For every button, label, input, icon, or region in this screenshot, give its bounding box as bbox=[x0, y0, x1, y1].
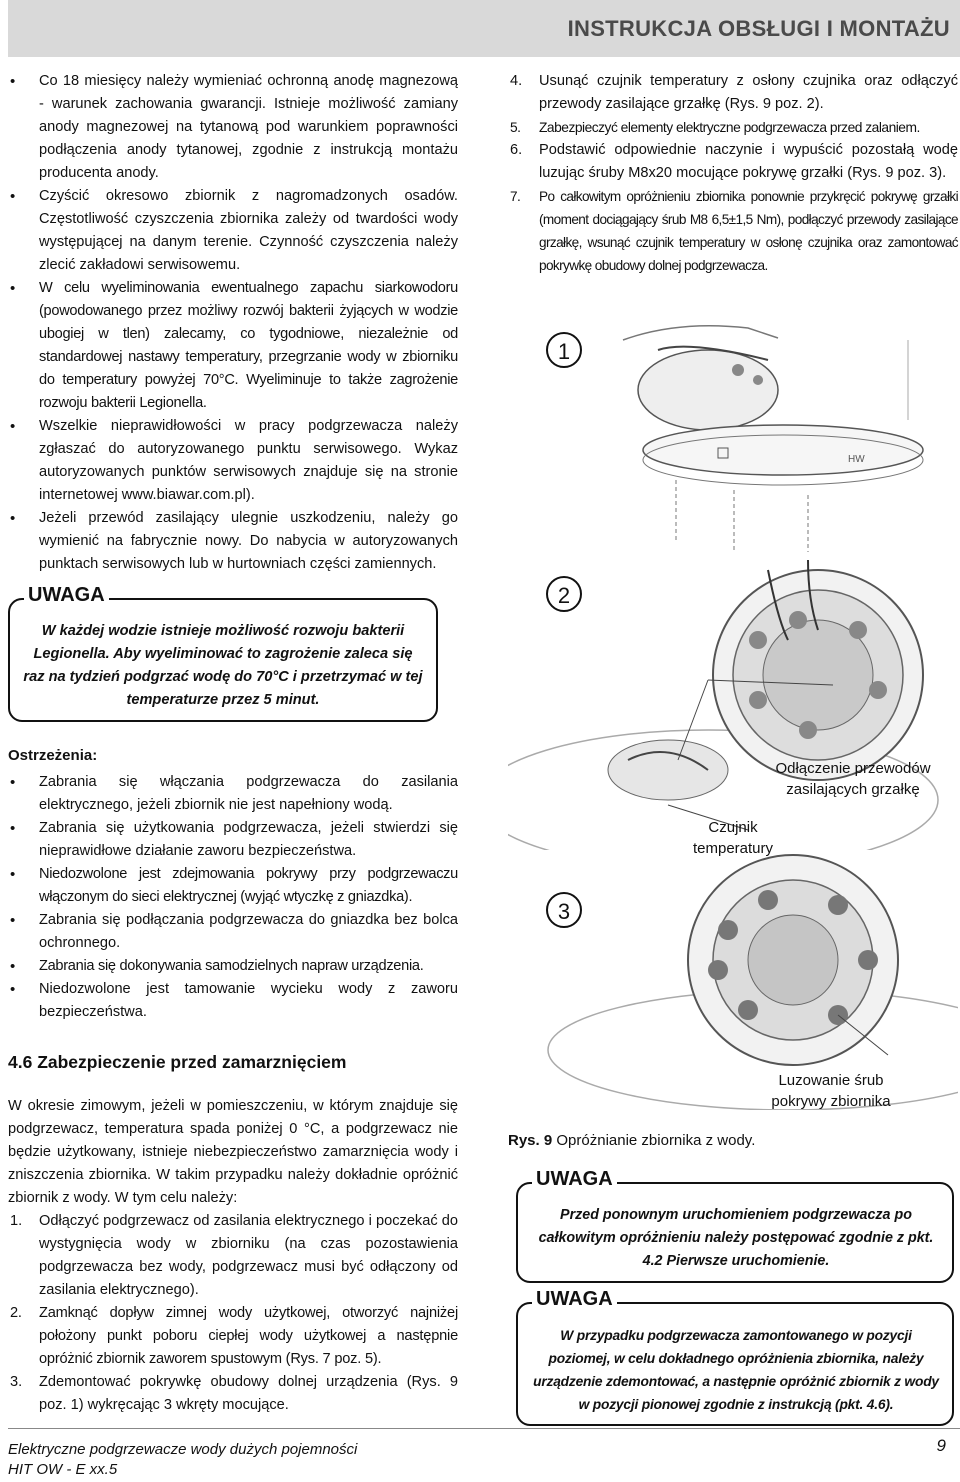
uwaga-label: UWAGA bbox=[532, 1168, 617, 1191]
callout-temperature-sensor: Czujnik temperatury bbox=[692, 819, 774, 857]
step-item bbox=[8, 1302, 458, 1371]
uwaga-border bbox=[8, 598, 438, 722]
step-item bbox=[508, 116, 958, 139]
step-text: Podstawić odpowiednie naczynie i wypuścić pozostałą wodę luzując śruby M8x20 mocujące pokrywę grzałki (Rys. 9 poz. 3). bbox=[539, 142, 958, 181]
warning-item: • Niedozwolone jest tamowanie wycieku wody z zaworu bezpieczeństwa. bbox=[8, 978, 458, 1024]
callout-loosen-bolts: Luzowanie śrub pokrywy zbiornika bbox=[771, 1072, 891, 1110]
step-text: Zamknąć dopływ zimnej wody użytkowej, otworzyć najniżej położony punkt poboru ciepłej wody użytkowej a następnie opróżnić zbiornik zaworem spustowym (Rys. 7 poz. 5). bbox=[39, 1305, 458, 1367]
step-number: 2. bbox=[10, 1305, 22, 1321]
step-number: 4. bbox=[510, 73, 523, 89]
uwaga-horizontal-box bbox=[516, 1288, 956, 1426]
uwaga-border bbox=[516, 1182, 954, 1283]
footer-line-2: HIT OW - E xx.5 bbox=[8, 1461, 118, 1478]
warnings-list bbox=[8, 771, 458, 1024]
warning-item: • Zabrania się podłączania podgrzewacza do gniazdka bez bolca ochronnego. bbox=[8, 909, 458, 955]
page-number: 9 bbox=[936, 1436, 946, 1455]
right-steps-list bbox=[508, 70, 958, 277]
footer-divider bbox=[8, 1428, 960, 1429]
step-text: Zabezpieczyć elementy elektryczne podgrzewacza przed zalaniem. bbox=[539, 120, 920, 135]
step-text: Po całkowitym opróżnieniu zbiornika ponownie przykręcić pokrywę grzałki (moment dociągający śrub M8 6,5±1,5 Nm), podłączyć przewody zasilające grzałkę, wsunąć czujnik temperatury w osłonę czujnika oraz zamontować pokrywkę obudowy dolnej podgrzewacza. bbox=[539, 189, 958, 273]
step-item bbox=[508, 139, 958, 185]
heater-flange-wires-illustration bbox=[508, 560, 958, 850]
step-number: 5. bbox=[510, 120, 521, 135]
warning-item: • Zabrania się użytkowania podgrzewacza, jeżeli stwierdzi się nieprawidłowe działanie zaworu bezpieczeństwa. bbox=[8, 817, 458, 863]
left-column bbox=[8, 70, 458, 1417]
uwaga-text: Przed ponownym uruchomieniem podgrzewacza po całkowitym opróżnieniu należy postępować zgodnie z pkt. 4.2 Pierwsze uruchomienie. bbox=[538, 1207, 934, 1269]
page-header bbox=[8, 0, 960, 57]
list-item: • Co 18 miesięcy należy wymieniać ochronną anodę magnezową - warunek zachowania gwarancji. Istnieje możliwość zamiany anody magnezowej na tytanową pod warunkiem poprawności podłączenia anody tytanowej, zgodnie z instrukcją montażu producenta anody. bbox=[8, 70, 458, 185]
step-number: 3. bbox=[10, 1374, 23, 1390]
footer-line-1: Elektryczne podgrzewacze wody dużych pojemności bbox=[8, 1441, 358, 1458]
warnings-section bbox=[8, 744, 458, 1024]
header-title: INSTRUKCJA OBSŁUGI I MONTAŻU bbox=[567, 16, 950, 41]
step-item bbox=[8, 1371, 458, 1417]
step-item bbox=[508, 185, 958, 277]
uwaga-legionella-box bbox=[8, 584, 448, 722]
step-number: 6. bbox=[510, 142, 523, 158]
right-column bbox=[508, 70, 958, 277]
figure-caption bbox=[508, 1132, 755, 1149]
callout-disconnect-wires: Odłączenie przewodów zasilających grzałkę bbox=[775, 760, 931, 798]
uwaga-text: W przypadku podgrzewacza zamontowanego w pozycji poziomej, w celu dokładnego opróżnienia zbiornika, należy urządzenie zdemontować, a następnie opróżnić zbiornik z wody w pozycji pionowej zgodnie z instrukcją (pkt. 4.6). bbox=[533, 1328, 939, 1412]
footer-product bbox=[8, 1440, 357, 1480]
maintenance-list bbox=[8, 70, 458, 576]
section-intro: W okresie zimowym, jeżeli w pomieszczeniu, w którym znajduje się podgrzewacz, temperatura spada poniżej 0 °C, a podgrzewacz nie będzie użytkowany, istnieje niebezpieczeństwo zamarznięcia wody i zniszczenia zbiornika. W takim przypadku należy dokładnie opróżnić zbiornik z wody. W tym celu należy: bbox=[8, 1098, 458, 1206]
warning-item: • Zabrania się włączania podgrzewacza do zasilania elektrycznego, jeżeli zbiornik nie jest napełniony wodą. bbox=[8, 771, 458, 817]
warning-item: • Niedozwolone jest zdejmowania pokrywy przy podgrzewaczu włączonym do sieci elektrycznej (wyjąć wtyczkę z gniazdka). bbox=[8, 863, 458, 909]
step-text: Zdemontować pokrywkę obudowy dolnej urządzenia (Rys. 9 poz. 1) wykręcając 3 wkręty mocujące. bbox=[39, 1374, 458, 1413]
uwaga-border bbox=[516, 1302, 954, 1426]
uwaga-label: UWAGA bbox=[24, 584, 109, 607]
list-item: • Jeżeli przewód zasilający ulegnie uszkodzeniu, należy go wymienić na fabrycznie nowy. Do nabycia w autoryzowanych punktach serwisowych lub w hurtowniach części zamiennych. bbox=[8, 507, 458, 576]
warning-item: • Zabrania się dokonywania samodzielnych napraw urządzenia. bbox=[8, 955, 458, 978]
svg-text:HW: HW bbox=[848, 454, 865, 465]
figure-marker-3: 3 bbox=[546, 892, 582, 928]
step-number: 7. bbox=[510, 189, 521, 204]
list-item: • Czyścić okresowo zbiornik z nagromadzonych osadów. Częstotliwość czyszczenia zbiornika zależy od twardości wody występującej na danym terenie. Czynność czyszczenia należy zlecić zakładowi serwisowemu. bbox=[8, 185, 458, 277]
steps-list bbox=[8, 1210, 458, 1417]
list-item: • W celu wyeliminowania ewentualnego zapachu siarkowodoru (powodowanego przez możliwy rozwój bakterii żyjących w wodzie ubogiej w tlen) zalecamy, co tygodniowe, niezależnie od standardowej nastawy temperatury, przegrzanie wody w zbiorniku do temperatury powyżej 70°C. Wyeliminuje to także zagrożenie rozwoju bakterii Legionella. bbox=[8, 277, 458, 415]
uwaga-label: UWAGA bbox=[532, 1288, 617, 1311]
section-4-6 bbox=[8, 1052, 458, 1417]
figure-marker-2: 2 bbox=[546, 576, 582, 612]
list-item: • Wszelkie nieprawidłowości w pracy podgrzewacza należy zgłaszać do autoryzowanego punktu serwisowego. Wykaz autoryzowanych punktów serwisowych znajduje się na stronie internetowej www.biawar.com.pl). bbox=[8, 415, 458, 507]
step-text: Odłączyć podgrzewacz od zasilania elektrycznego i poczekać do wystygnięcia wody w zbiorniku (na czas pozostawienia podgrzewacza bez wody, podgrzewacz musi być odłączony od zasilania elektrycznego). bbox=[39, 1213, 458, 1298]
uwaga-text: W każdej wodzie istnieje możliwość rozwoju bakterii Legionella. Aby wyeliminować to zagrożenie zaleca się raz na tydzień podgrzać wodę do 70°C i przetrzymać w tej temperaturze przez 5 minut. bbox=[23, 623, 423, 708]
step-text: Usunąć czujnik temperatury z osłony czujnika oraz odłączyć przewody zasilające grzałkę (Rys. 9 poz. 2). bbox=[539, 73, 958, 112]
step-number: 1. bbox=[10, 1213, 23, 1229]
warnings-title: Ostrzeżenia: bbox=[8, 747, 98, 764]
figure-caption-text: Opróżnianie zbiornika z wody. bbox=[556, 1132, 756, 1149]
step-item bbox=[8, 1210, 458, 1302]
uwaga-restart-box bbox=[516, 1168, 956, 1283]
section-title: 4.6 Zabezpieczenie przed zamarznięciem bbox=[8, 1052, 347, 1072]
figure-marker-1: 1 bbox=[546, 332, 582, 368]
step-item bbox=[508, 70, 958, 116]
figure-rys-9 bbox=[508, 320, 958, 1120]
figure-caption-ref: Rys. 9 bbox=[508, 1132, 553, 1149]
heater-bottom-cover-illustration bbox=[508, 320, 958, 580]
